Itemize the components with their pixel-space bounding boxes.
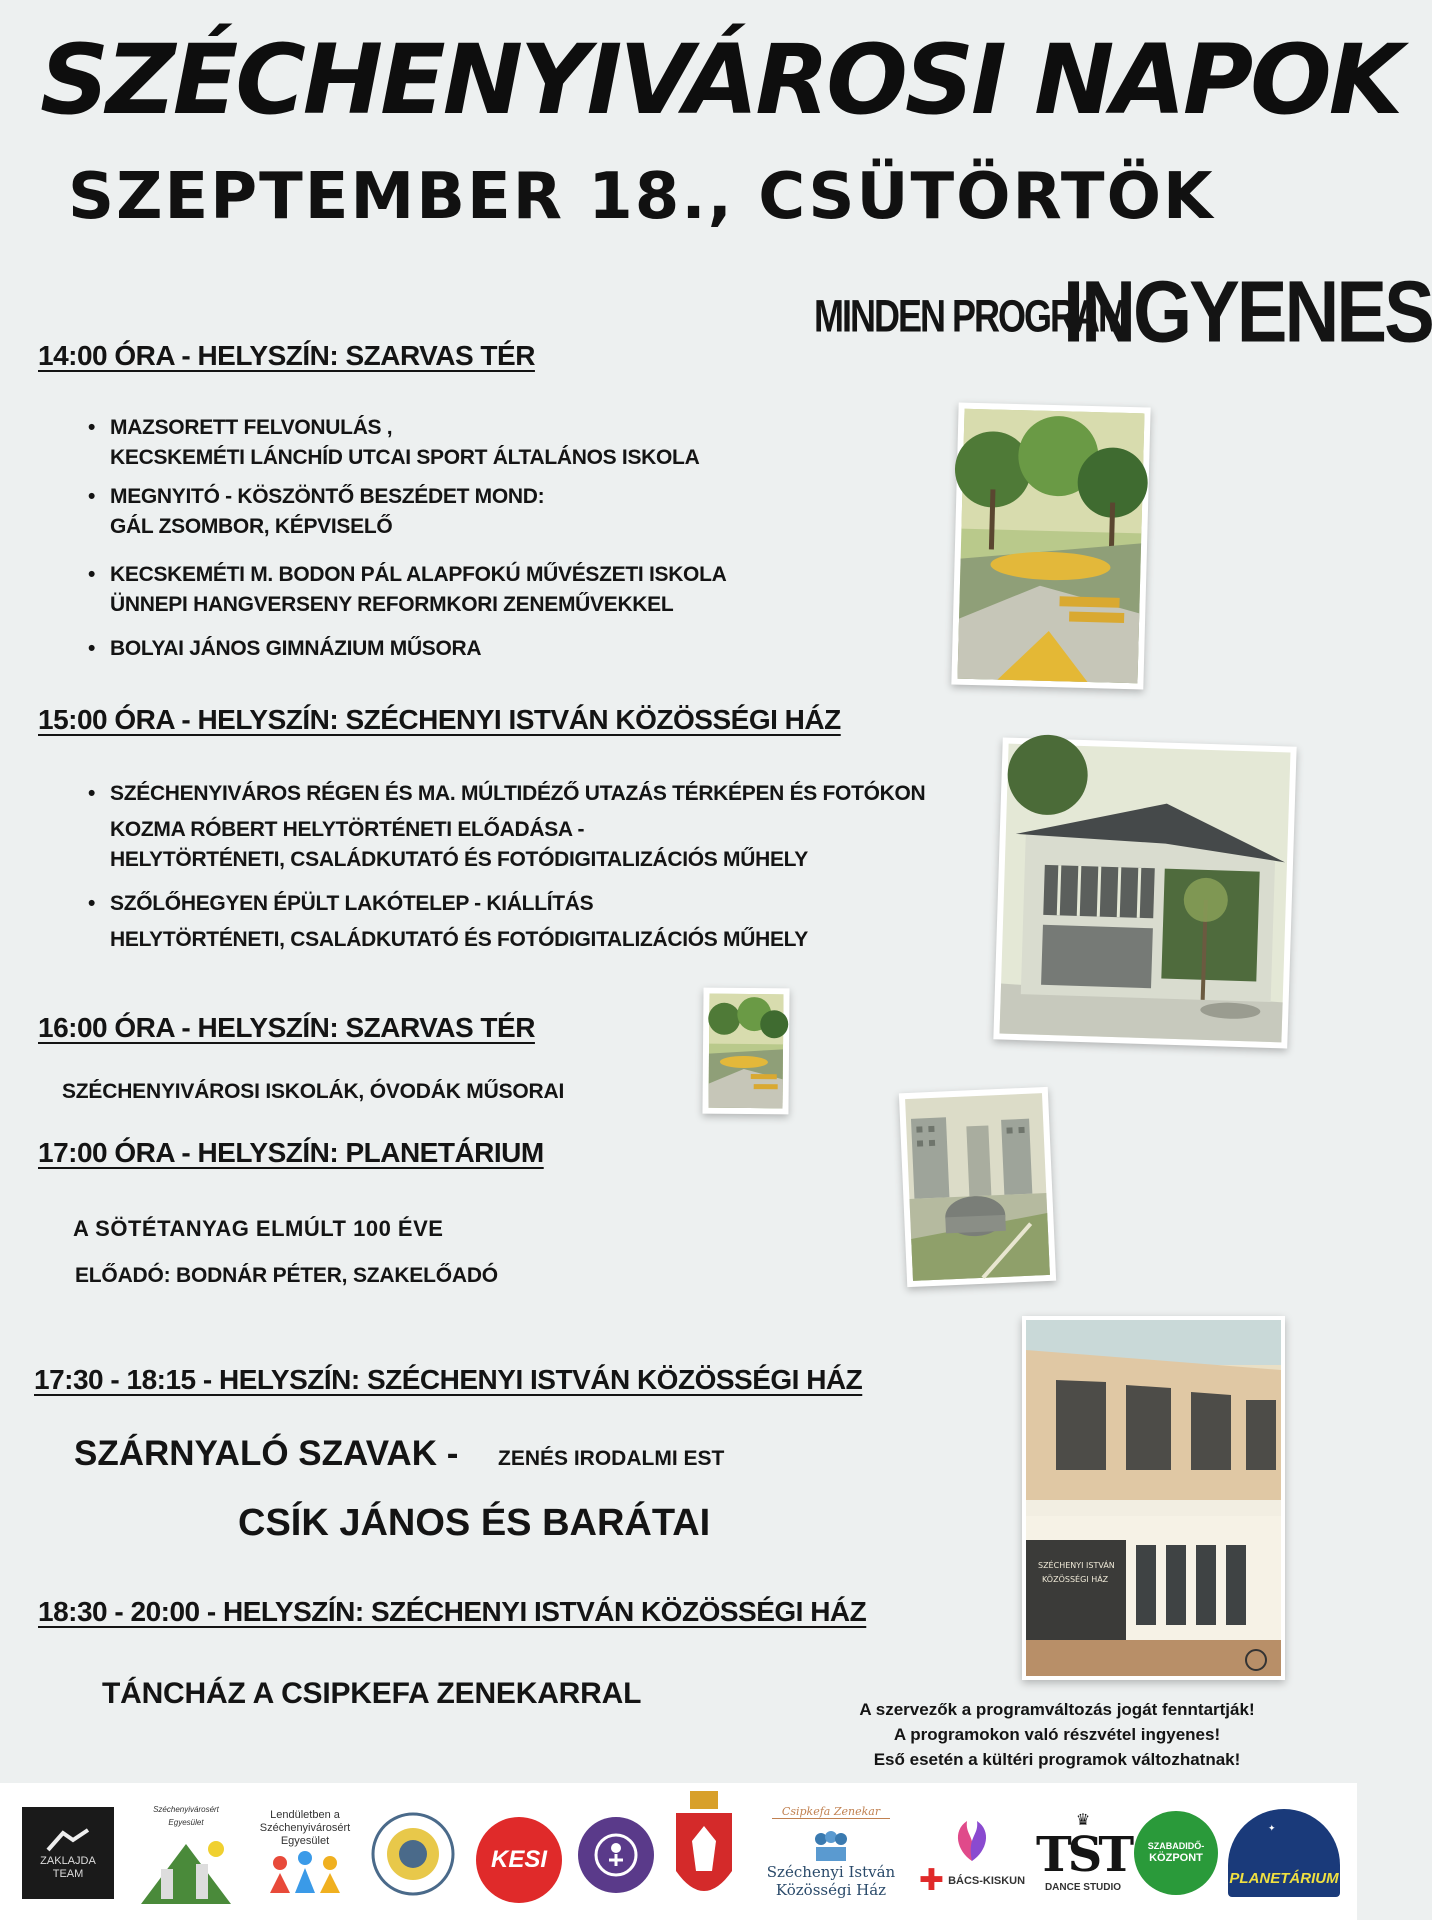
runner-icon [43,1825,93,1855]
list-item: • SZŐLŐHEGYEN ÉPÜLT LAKÓTELEP - KIÁLLÍTÁS HELYTÖRTÉNETI, CSALÁDKUTATÓ ÉS FOTÓDIGITALIZÁCIÓS MŰHELY [88,889,988,949]
community-house-building-illustration [1022,1316,1285,1680]
kesi-logo: KESI [476,1817,562,1903]
star-icon: ✦ [1268,1823,1276,1833]
people-icon [265,1848,345,1898]
cross-icon: ✚ [918,1864,945,1897]
planetarium-logo: ✦ PLANETÁRIUM [1228,1809,1340,1897]
section-heading-1400: 14:00 ÓRA - HELYSZÍN: SZARVAS TÉR [38,340,535,371]
szechenyivarosert-logo: Széchenyivárosért Egyesület [136,1803,236,1903]
kozossegi-haz-logo: Csipkefa Zenekar Széchenyi István Közösségi Ház [766,1805,896,1899]
zaklajda-team-logo: ZAKLAJDA TEAM [22,1807,114,1899]
planetarium-illustration [899,1087,1056,1287]
event-subtitle: ZENÉS IRODALMI EST [498,1447,725,1470]
list-item: • SZÉCHENYIVÁROS RÉGEN ÉS MA. MÚLTIDÉZŐ UTAZÁS TÉRKÉPEN ÉS FOTÓKON KOZMA RÓBERT HELYTÖRTÉNETI ELŐADÁSA - HELYTÖRTÉNETI, CSALÁDKUTATÓ ÉS FOTÓDIGITALIZÁCIÓS MŰHELY [88,779,988,869]
szabadidokozpont-logo: SZABADIDŐ- KÖZPONT [1134,1811,1218,1895]
list-item: • BOLYAI JÁNOS GIMNÁZIUM MŰSORA [88,634,768,664]
building-sign-line2: KÖZÖSSÉGI HÁZ [1042,1575,1109,1584]
section-heading-1830: 18:30 - 20:00 - HELYSZÍN: SZÉCHENYI ISTVÁN KÖZÖSSÉGI HÁZ [38,1596,867,1627]
coat-of-arms-icon [672,1791,736,1911]
event-title: SZÉCHENYIVÁROSI NAPOK [40,24,1401,136]
dance-house: TÁNCHÁZ A CSIPKEFA ZENEKARRAL [102,1677,642,1710]
community-house-illustration [993,737,1296,1048]
phoenix-icon [947,1816,997,1866]
section-heading-1600: 16:00 ÓRA - HELYSZÍN: SZARVAS TÉR [38,1012,535,1043]
event-name: SZÁRNYALÓ SZAVAK - [74,1434,459,1473]
building-sign-line1: SZÉCHENYI ISTVÁN [1038,1561,1115,1570]
free-prefix: MINDEN PROGRAM [814,290,1126,342]
sponsor-footer [0,1783,1357,1920]
tst-dance-studio-logo: ♛ TST DANCE STUDIO [1035,1811,1131,1893]
section-heading-1500: 15:00 ÓRA - HELYSZÍN: SZÉCHENYI ISTVÁN KÖZÖSSÉGI HÁZ [38,704,841,735]
lecture-title: A SÖTÉTANYAG ELMÚLT 100 ÉVE [73,1216,444,1241]
list-item: • MEGNYITÓ - KÖSZÖNTŐ BESZÉDET MOND: GÁL ZSOMBOR, KÉPVISELŐ [88,482,768,542]
emblem-icon [370,1811,456,1897]
program-list-1500 [88,779,988,949]
section-text-1600: SZÉCHENYIVÁROSI ISKOLÁK, ÓVODÁK MŰSORAI [62,1080,565,1103]
crown-icon: ♛ [1075,1811,1091,1829]
spartacus-logo [578,1817,654,1893]
program-list-1400 [88,413,768,664]
park-illustration-small [702,988,789,1115]
athlete-icon [591,1830,641,1880]
kecskemet-coat-of-arms [672,1789,736,1913]
free-word: INGYENES [1063,263,1432,361]
park-illustration [951,403,1150,690]
bacs-kiskun-logo: ✚ BÁCS-KISKUN [912,1811,1032,1901]
lenduletben-logo: Lendületben a Széchenyivárosért Egyesület [250,1797,360,1909]
section-heading-1700: 17:00 ÓRA - HELYSZÍN: PLANETÁRIUM [38,1137,544,1168]
lecturer: ELŐADÓ: BODNÁR PÉTER, SZAKELŐADÓ [75,1264,498,1287]
nemzet-jovojeert-logo [370,1811,456,1897]
section-heading-1730: 17:30 - 18:15 - HELYSZÍN: SZÉCHENYI ISTVÁN KÖZÖSSÉGI HÁZ [34,1364,863,1395]
list-item: • KECSKEMÉTI M. BODON PÁL ALAPFOKÚ MŰVÉSZETI ISKOLA ÜNNEPI HANGVERSENY REFORMKORI ZENEMŰVEKKEL [88,560,768,620]
performer: CSÍK JÁNOS ÉS BARÁTAI [238,1502,711,1544]
hill-icon [141,1829,231,1904]
csipkefa-logo: Csipkefa Zenekar [772,1805,890,1819]
organizer-notice: A szervezők a programváltozás jogát fenntartják! A programokon való részvétel ingyenes! Eső esetén a kültéri programok változhatnak! [859,1700,1255,1769]
event-date: SZEPTEMBER 18., CSÜTÖRTÖK [68,160,1215,234]
list-item: • MAZSORETT FELVONULÁS , KECSKEMÉTI LÁNCHÍD UTCAI SPORT ÁLTALÁNOS ISKOLA [88,413,768,473]
people-group-icon [811,1829,851,1863]
